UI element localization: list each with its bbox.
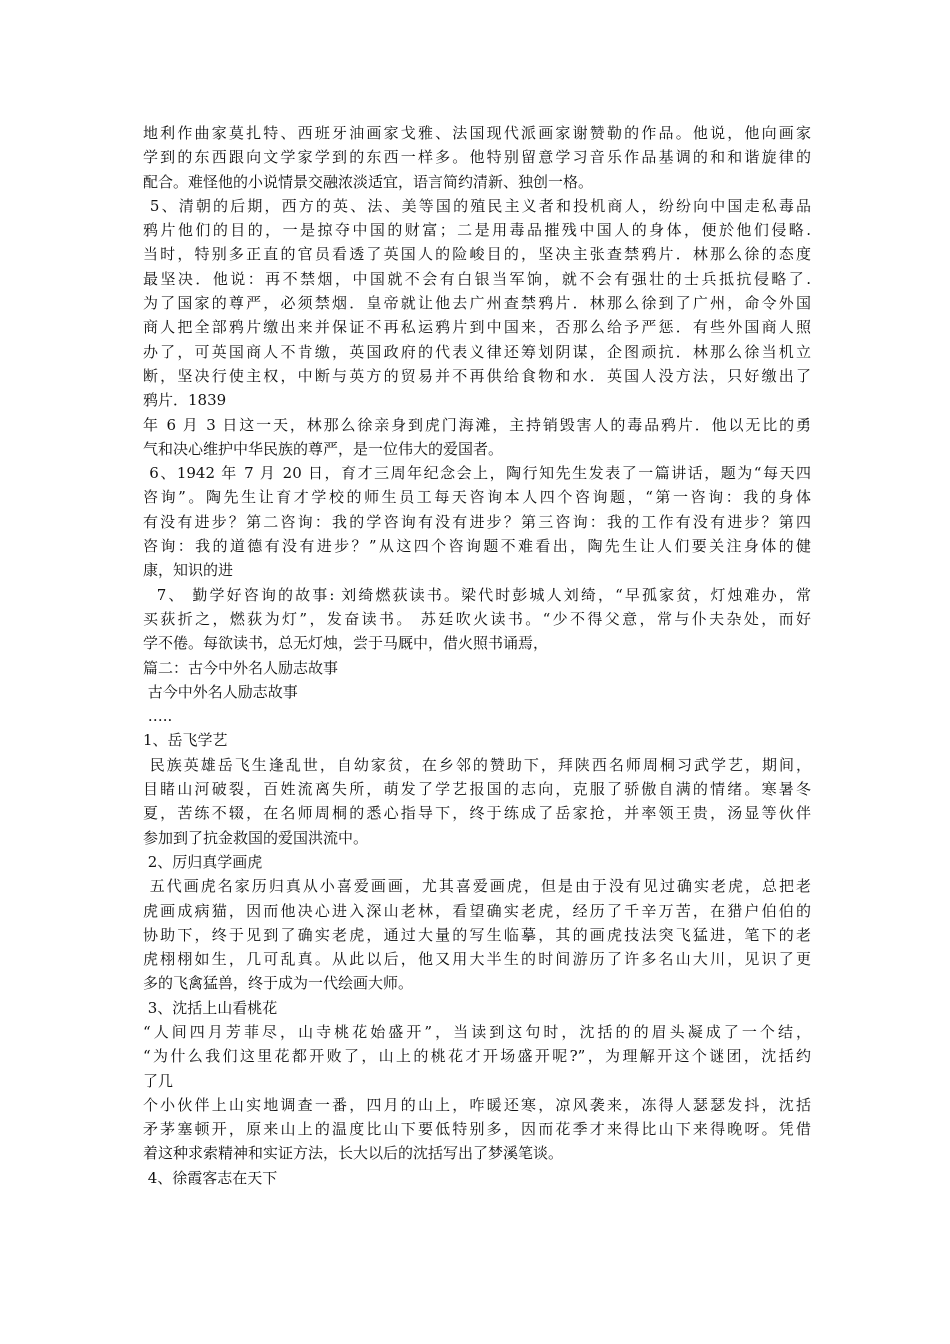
text-line: 为了国家的尊严，必须禁烟．皇帝就让他去广州查禁鸦片．林那么徐到了广州，命令外国: [143, 294, 811, 313]
text-line: 断，坚决行使主权，中断与英方的贸易并不再供给食物和水．英国人没方法，只好缴出了: [143, 366, 811, 385]
text-line: 了几: [143, 1071, 174, 1090]
text-line: 学到的东西跟向文学家学到的东西一样多。他特别留意学习音乐作品基调的和和谐旋律的: [143, 148, 811, 167]
text-line: 有没有进步？第二咨询：我的学咨询有没有进步？第三咨询：我的工作有没有进步？第四: [143, 512, 811, 531]
section-heading: 篇二：古今中外名人励志故事: [143, 658, 339, 677]
text-line: 古今中外名人励志故事: [143, 682, 298, 701]
text-line: 地利作曲家莫扎特、西班牙油画家戈雅、法国现代派画家谢赞勒的作品。他说，他向画家: [143, 124, 811, 142]
text-line: 多的飞禽猛兽，终于成为一代绘画大师。: [143, 974, 414, 993]
text-line: 学不倦。每欲读书，总无灯烛，尝于马厩中，借火照书诵焉，: [143, 634, 549, 653]
story-title: 3、沈括上山看桃花: [143, 998, 278, 1017]
text-line: 咨询”。陶先生让育才学校的师生员工每天咨询本人四个咨询题，“第一咨询：我的身体: [143, 488, 811, 507]
text-line: 个小伙伴上山实地调查一番，四月的山上，咋暖还寒，凉风袭来，冻得人瑟瑟发抖，沈括: [143, 1095, 811, 1114]
text-line: 参加到了抗金救国的爱国洪流中。: [143, 828, 369, 847]
text-line: 配合。难怪他的小说情景交融浓淡适宜，语言简约清新、独创一格。: [143, 172, 594, 191]
text-line: 目睹山河破裂，百姓流离失所，萌发了学艺报国的志向，克服了骄傲自满的情绪。寒暑冬: [143, 780, 811, 799]
text-line: 矛茅塞顿开，原来山上的温度比山下要低特别多，因而花季才来得比山下来得晚呀。凭借: [143, 1120, 811, 1139]
text-line: 办了，可英国商人不肯缴，英国政府的代表义律还筹划阴谋，企图顽抗．林那么徐当机立: [143, 342, 811, 361]
text-line: 5、清朝的后期，西方的英、法、美等国的殖民主义者和投机商人，纷纷向中国走私毒品: [143, 196, 811, 215]
story-title: 4、徐霞客志在天下: [143, 1168, 278, 1187]
text-line: 康，知识的进: [143, 561, 234, 580]
text-line: 五代画虎名家历归真从小喜爱画画，尤其喜爱画虎，但是由于没有见过确实老虎，总把老: [143, 877, 811, 896]
text-line: 虎画成病猫，因而他决心进入深山老林，看望确实老虎，经历了千辛万苦，在猎户伯伯的: [143, 901, 811, 920]
text-line: 鸦片他们的目的，一是掠夺中国的财富；二是用毒品摧残中国人的身体，便於他们侵略.: [143, 221, 811, 240]
text-line: 民族英雄岳飞生逢乱世，自幼家贫，在乡邻的赞助下，拜陕西名师周桐习武学艺，期间，: [143, 755, 811, 774]
text-line: “为什么我们这里花都开败了，山上的桃花才开场盛开呢?”，为理解开这个谜团，沈括约: [143, 1047, 811, 1066]
text-line: 虎栩栩如生，几可乱真。从此以后，他又用大半生的时间游历了许多名山大川，见识了更: [143, 950, 811, 969]
text-line: 咨询：我的道德有没有进步？”从这四个咨询题不难看出，陶先生让人们要关注身体的健: [143, 537, 811, 556]
text-line: 夏，苦练不辍，在名师周桐的悉心指导下，终于练成了岳家抢，并率领王贵，汤显等伙伴: [143, 804, 811, 823]
text-line: 当时，特别多正直的官员看透了英国人的险峻目的，坚决主张查禁鸦片．林那么徐的态度: [143, 245, 811, 264]
text-line: …..: [143, 707, 173, 726]
text-line: 6、1942 年 7 月 20 日，育才三周年纪念会上，陶行知先生发表了一篇讲话，题为“每天四: [143, 464, 811, 483]
text-line: 鸦片．1839: [143, 391, 227, 410]
story-title: 1、岳飞学艺: [143, 731, 228, 750]
text-line: 最坚决．他说：再不禁烟，中国就不会有白银当军饷，就不会有强壮的士兵抵抗侵略了.: [143, 269, 811, 288]
text-line: 气和决心维护中华民族的尊严，是一位伟大的爱国者。: [143, 439, 504, 458]
text-line: 着这种求索精神和实证方法，长大以后的沈括写出了梦溪笔谈。: [143, 1144, 564, 1163]
text-line: 年 6 月 3 日这一天，林那么徐亲身到虎门海滩，主持销毁害人的毒品鸦片．他以无比的勇: [143, 415, 811, 434]
text-line: “人间四月芳菲尽，山寺桃花始盛开”，当读到这句时，沈括的的眉头凝成了一个结，: [143, 1022, 811, 1041]
text-line: 买荻折之，燃荻为灯”，发奋读书。 苏廷吹火读书。“少不得父意，常与仆夫杂处，而好: [143, 609, 811, 628]
document-body: [143, 121, 811, 1190]
text-line: 7、 勤学好咨询的故事: 刘绮燃荻读书。梁代时彭城人刘绮，“早孤家贫，灯烛难办，常: [143, 585, 811, 604]
text-line: 协助下，终于见到了确实老虎，通过大量的写生临摹，其的画虎技法突飞猛进，笔下的老: [143, 925, 811, 944]
story-title: 2、厉归真学画虎: [143, 852, 263, 871]
text-line: 商人把全部鸦片缴出来并保证不再私运鸦片到中国来，否那么给予严惩．有些外国商人照: [143, 318, 811, 337]
